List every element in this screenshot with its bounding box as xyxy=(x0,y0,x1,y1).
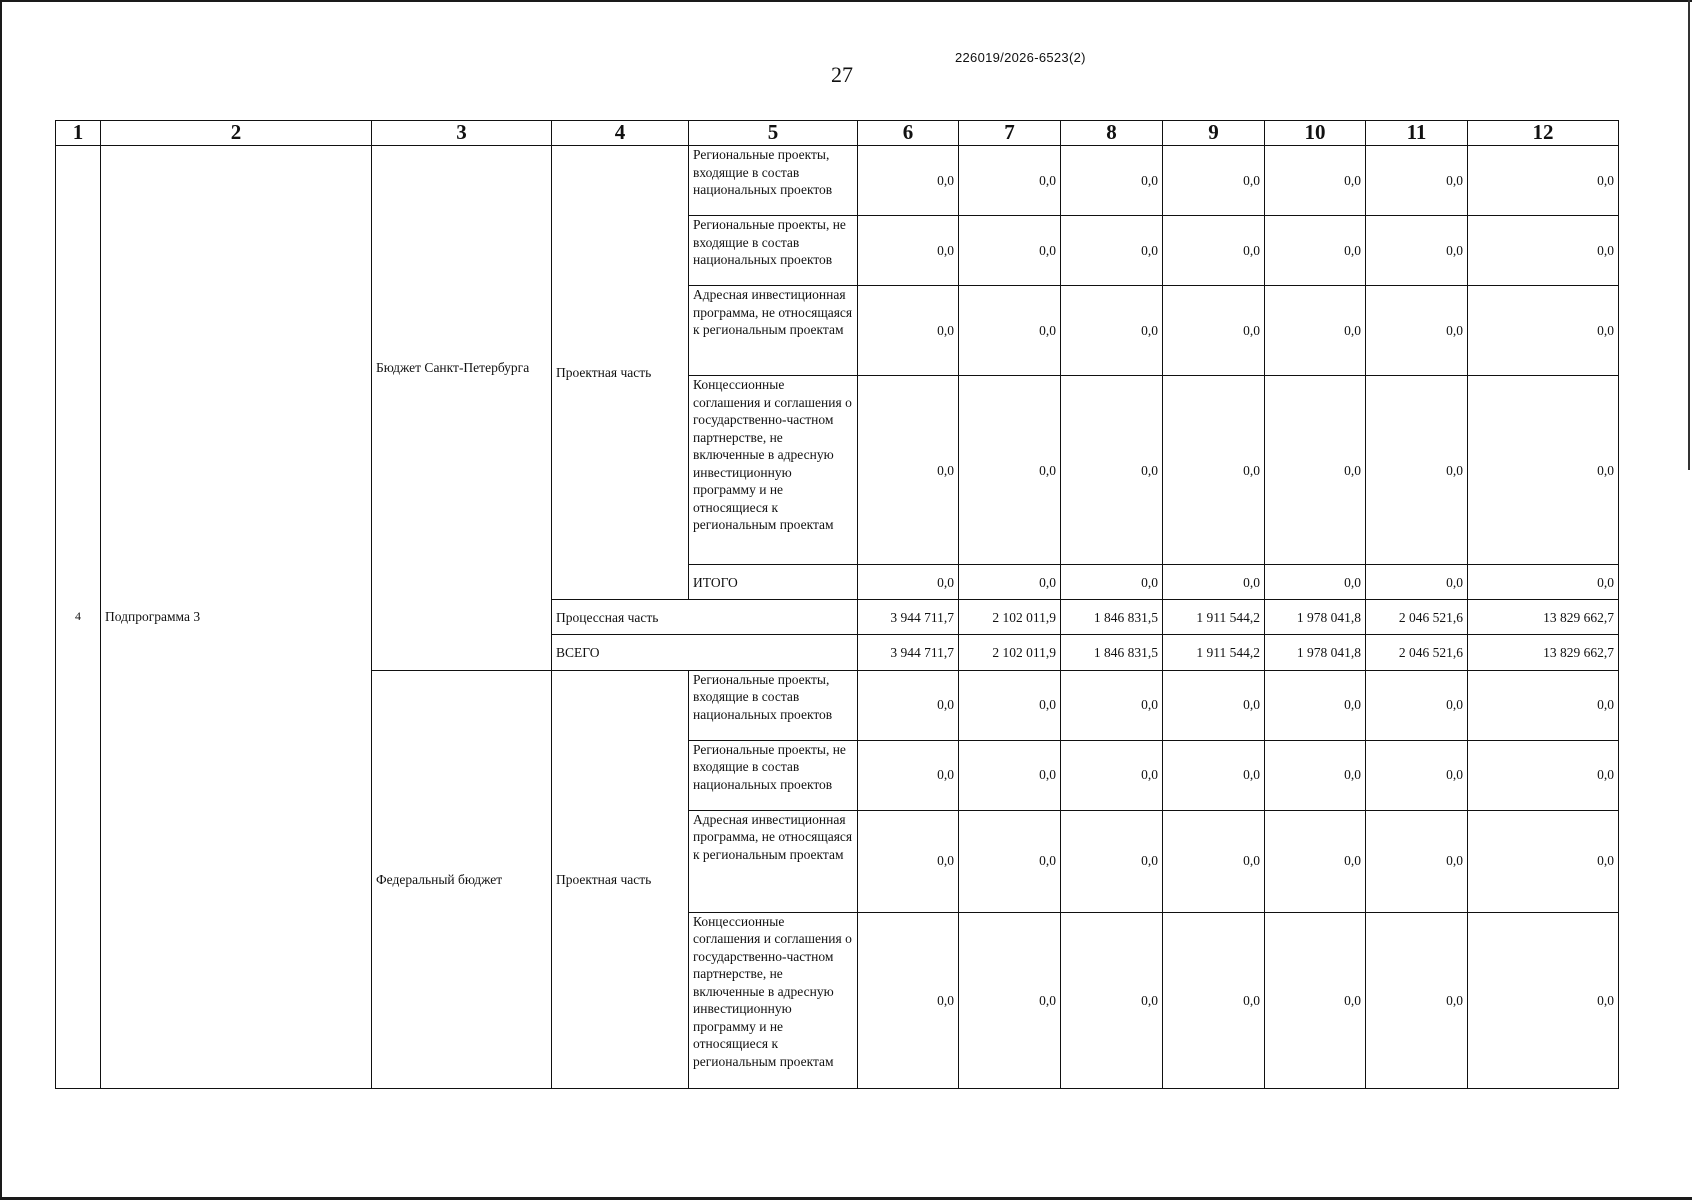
desc-regional-in: Региональные проекты, входящие в состав национальных проектов xyxy=(689,670,858,740)
budget-source-federal: Федеральный бюджет xyxy=(372,670,552,1089)
value-cell: 0,0 xyxy=(1468,146,1619,216)
value-cell: 0,0 xyxy=(959,565,1061,600)
col-header: 7 xyxy=(959,121,1061,146)
value-cell: 0,0 xyxy=(1366,216,1468,286)
value-cell: 0,0 xyxy=(1265,565,1366,600)
part-project-spb: Проектная часть xyxy=(552,146,689,600)
desc-concession: Концессионные соглашения и соглашения о государственно-частном партнерстве, не включенные в адресную инвестиционную программу и не относящиеся к региональным проектам xyxy=(689,912,858,1088)
table-row xyxy=(56,146,1619,216)
value-cell: 0,0 xyxy=(1366,670,1468,740)
value-cell: 0,0 xyxy=(1061,376,1163,565)
value-cell: 2 102 011,9 xyxy=(959,635,1061,670)
col-header: 3 xyxy=(372,121,552,146)
col-header: 5 xyxy=(689,121,858,146)
value-cell: 0,0 xyxy=(1061,286,1163,376)
value-cell: 2 046 521,6 xyxy=(1366,600,1468,635)
value-cell: 1 978 041,8 xyxy=(1265,600,1366,635)
value-cell: 0,0 xyxy=(959,810,1061,912)
value-cell: 0,0 xyxy=(1163,670,1265,740)
value-cell: 0,0 xyxy=(858,740,959,810)
value-cell: 0,0 xyxy=(858,912,959,1088)
value-cell: 0,0 xyxy=(1265,216,1366,286)
value-cell: 0,0 xyxy=(858,286,959,376)
value-cell: 0,0 xyxy=(1468,286,1619,376)
value-cell: 13 829 662,7 xyxy=(1468,635,1619,670)
col-header: 11 xyxy=(1366,121,1468,146)
desc-address-program: Адресная инвестиционная программа, не относящаяся к региональным проектам xyxy=(689,286,858,376)
value-cell: 0,0 xyxy=(1468,912,1619,1088)
value-cell: 0,0 xyxy=(1061,216,1163,286)
value-cell: 1 911 544,2 xyxy=(1163,600,1265,635)
value-cell: 0,0 xyxy=(959,216,1061,286)
value-cell: 0,0 xyxy=(1468,565,1619,600)
value-cell: 1 978 041,8 xyxy=(1265,635,1366,670)
value-cell: 0,0 xyxy=(1366,286,1468,376)
scan-border-right xyxy=(1688,0,1690,470)
value-cell: 0,0 xyxy=(1163,810,1265,912)
col-header: 12 xyxy=(1468,121,1619,146)
value-cell: 0,0 xyxy=(1468,216,1619,286)
value-cell: 0,0 xyxy=(1163,376,1265,565)
value-cell: 0,0 xyxy=(1265,740,1366,810)
value-cell: 0,0 xyxy=(1468,810,1619,912)
value-cell: 0,0 xyxy=(1265,670,1366,740)
value-cell: 0,0 xyxy=(1468,670,1619,740)
value-cell: 0,0 xyxy=(1265,286,1366,376)
value-cell: 0,0 xyxy=(1366,912,1468,1088)
value-cell: 0,0 xyxy=(1265,810,1366,912)
value-cell: 0,0 xyxy=(1163,216,1265,286)
desc-concession: Концессионные соглашения и соглашения о государственно-частном партнерстве, не включенные в адресную инвестиционную программу и не относящиеся к региональным проектам xyxy=(689,376,858,565)
scan-border-left xyxy=(0,0,2,1200)
total-spb: ВСЕГО xyxy=(552,635,858,670)
value-cell: 3 944 711,7 xyxy=(858,600,959,635)
value-cell: 1 911 544,2 xyxy=(1163,635,1265,670)
value-cell: 0,0 xyxy=(1061,670,1163,740)
value-cell: 0,0 xyxy=(1163,565,1265,600)
value-cell: 0,0 xyxy=(1468,376,1619,565)
value-cell: 2 102 011,9 xyxy=(959,600,1061,635)
value-cell: 0,0 xyxy=(858,376,959,565)
budget-source-spb: Бюджет Санкт-Петербурга xyxy=(372,146,552,671)
value-cell: 0,0 xyxy=(1061,565,1163,600)
value-cell: 0,0 xyxy=(1265,376,1366,565)
scan-border-top xyxy=(0,0,1692,2)
value-cell: 0,0 xyxy=(1061,740,1163,810)
value-cell: 0,0 xyxy=(1163,146,1265,216)
desc-regional-in: Региональные проекты, входящие в состав национальных проектов xyxy=(689,146,858,216)
col-header: 1 xyxy=(56,121,101,146)
col-header: 2 xyxy=(101,121,372,146)
value-cell: 0,0 xyxy=(1265,146,1366,216)
value-cell: 0,0 xyxy=(858,146,959,216)
value-cell: 0,0 xyxy=(858,810,959,912)
page-number: 27 xyxy=(831,62,853,87)
value-cell: 0,0 xyxy=(1163,286,1265,376)
value-cell: 0,0 xyxy=(1366,146,1468,216)
header-row xyxy=(56,121,1619,146)
value-cell: 0,0 xyxy=(959,912,1061,1088)
value-cell: 0,0 xyxy=(1061,146,1163,216)
value-cell: 0,0 xyxy=(1366,376,1468,565)
value-cell: 0,0 xyxy=(858,216,959,286)
budget-table xyxy=(55,120,1619,1089)
desc-regional-out: Региональные проекты, не входящие в состав национальных проектов xyxy=(689,740,858,810)
value-cell: 0,0 xyxy=(1366,810,1468,912)
desc-regional-out: Региональные проекты, не входящие в состав национальных проектов xyxy=(689,216,858,286)
value-cell: 0,0 xyxy=(959,146,1061,216)
value-cell: 13 829 662,7 xyxy=(1468,600,1619,635)
col-header: 9 xyxy=(1163,121,1265,146)
col-header: 6 xyxy=(858,121,959,146)
value-cell: 2 046 521,6 xyxy=(1366,635,1468,670)
value-cell: 1 846 831,5 xyxy=(1061,600,1163,635)
value-cell: 0,0 xyxy=(959,286,1061,376)
value-cell: 1 846 831,5 xyxy=(1061,635,1163,670)
value-cell: 0,0 xyxy=(959,670,1061,740)
value-cell: 0,0 xyxy=(1265,912,1366,1088)
value-cell: 0,0 xyxy=(959,376,1061,565)
row-number: 4 xyxy=(56,146,101,1089)
value-cell: 0,0 xyxy=(1468,740,1619,810)
program-name: Подпрограмма 3 xyxy=(101,146,372,1089)
col-header: 10 xyxy=(1265,121,1366,146)
value-cell: 0,0 xyxy=(1061,810,1163,912)
part-project-federal: Проектная часть xyxy=(552,670,689,1089)
value-cell: 0,0 xyxy=(1366,565,1468,600)
desc-address-program: Адресная инвестиционная программа, не относящаяся к региональным проектам xyxy=(689,810,858,912)
document-code: 226019/2026-6523(2) xyxy=(955,50,1086,65)
value-cell: 0,0 xyxy=(858,565,959,600)
value-cell: 0,0 xyxy=(858,670,959,740)
part-process-spb: Процессная часть xyxy=(552,600,858,635)
value-cell: 0,0 xyxy=(959,740,1061,810)
desc-itogo: ИТОГО xyxy=(689,565,858,600)
value-cell: 3 944 711,7 xyxy=(858,635,959,670)
value-cell: 0,0 xyxy=(1061,912,1163,1088)
value-cell: 0,0 xyxy=(1366,740,1468,810)
value-cell: 0,0 xyxy=(1163,740,1265,810)
col-header: 4 xyxy=(552,121,689,146)
col-header: 8 xyxy=(1061,121,1163,146)
value-cell: 0,0 xyxy=(1163,912,1265,1088)
